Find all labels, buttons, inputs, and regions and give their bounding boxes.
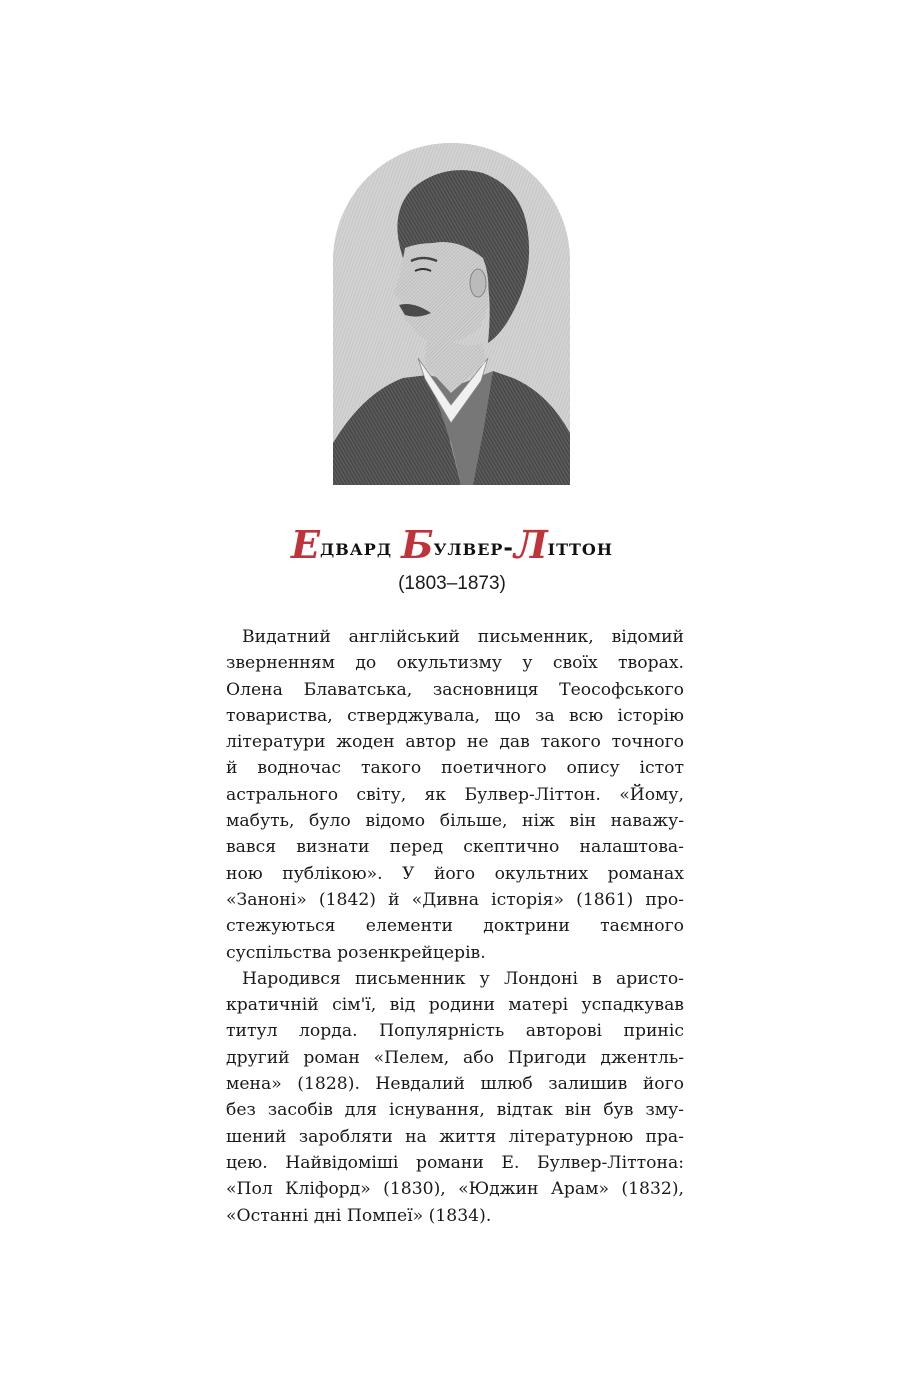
author-name: [0, 522, 904, 567]
bio-line: шений заробляти на життя літературною пра-: [226, 1126, 684, 1147]
bio-line: стежуються елементи доктрини таємного: [226, 916, 684, 937]
bio-line: кратичній сім'ї, від родини матері успадкував: [226, 995, 684, 1016]
bio-line: Олена Блаватська, засновниця Теософського: [226, 679, 684, 700]
bio-line: «Пол Кліфорд» (1830), «Юджин Арам» (1832),: [226, 1179, 684, 1200]
bio-line: мена» (1828). Невдалий шлюб залишив його: [226, 1074, 684, 1095]
bio-line: ною публікою». У його окультних романах: [226, 863, 684, 884]
name-initial-b: Б: [401, 522, 434, 567]
bio-line: титул лорда. Популярність авторові приніс: [226, 1021, 684, 1042]
bio-line: цею. Найвідоміші романи Е. Булвер-Літтона:: [226, 1152, 684, 1173]
life-years: (1803–1873): [398, 573, 506, 594]
name-first-rest: двард: [320, 534, 393, 561]
bio-line: Народився письменник у Лондоні в аристо-: [242, 968, 684, 989]
bio-paragraph-1: [226, 624, 684, 966]
bio-line: другий роман «Пелем, або Пригоди джентль-: [226, 1047, 684, 1068]
name-initial-l: Л: [513, 522, 548, 567]
bio-line: вався визнати перед скептично налаштова-: [226, 837, 684, 858]
bio-line: без засобів для існування, відтак він був зму-: [226, 1100, 684, 1121]
bio-line: зверненням до окультизму у своїх творах.: [226, 653, 684, 674]
bio-line: літератури жоден автор не дав такого точного: [226, 732, 684, 753]
author-portrait: [333, 143, 570, 485]
bio-line: Видатний англійський письменник, відомий: [242, 627, 684, 647]
bio-line: «Заноні» (1842) й «Дивна історія» (1861) про-: [226, 889, 684, 910]
name-initial-e: Е: [291, 522, 320, 567]
bio-line: суспільства розенкрейцерів.: [226, 942, 486, 963]
bio-line: мабуть, було відомо більше, ніж він наважу-: [226, 811, 684, 832]
bio-paragraph-2: [226, 966, 684, 1229]
name-last-rest-2: іттон: [547, 534, 613, 561]
name-last-rest-1: улвер-: [433, 534, 514, 561]
bio-line: й водночас такого поетичного опису істот: [226, 758, 684, 779]
bio-line: товариства, стверджувала, що за всю історію: [226, 705, 684, 726]
portrait-engraving-image: [333, 143, 570, 485]
bio-line: «Останні дні Помпеї» (1834).: [226, 1205, 492, 1226]
bio-line: астрального світу, як Булвер-Літтон. «Йому,: [226, 784, 684, 805]
biography-text: [226, 624, 684, 1229]
